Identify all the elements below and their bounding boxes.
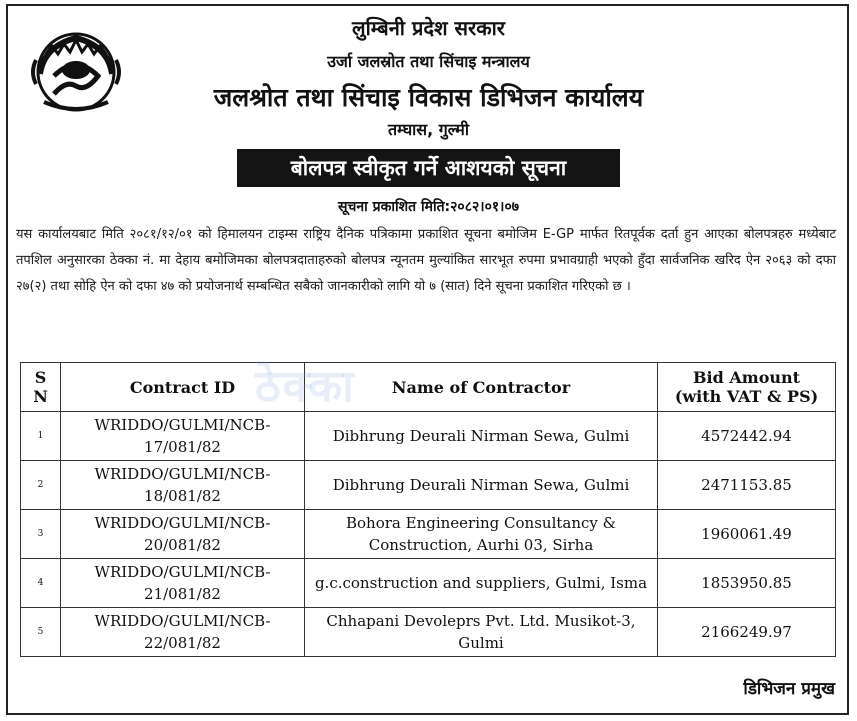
- government-name: लुम्बिनी प्रदेश सरकार: [352, 16, 505, 40]
- header-sn: S N: [21, 363, 61, 412]
- row-contract-id: WRIDDO/GULMI/NCB-21/081/82: [61, 559, 305, 608]
- header-bid-amount-line2: (with VAT & PS): [674, 387, 819, 406]
- signature-title: डिभिजन प्रमुख: [743, 679, 835, 699]
- notice-body: यस कार्यालयबाट मिति २०८१/१२/०१ को हिमालयन टाइम्स राष्ट्रिय दैनिक पत्रिकामा प्रकाशित सूचना बमोजिम E-GP मार्फत रितपूर्वक दर्ता हुन आएका बोलपत्रहरु मध्येबाट तपशिल अनुसारका ठेक्का नं. मा देहाय बमोजिमका बोलपत्रदाताहरुको बोलपत्र न्यूनतम मुल्यांकित सारभूत रुपमा प्रभावग्राही भएको हुँदा सार्वजनिक खरिद ऐन २०६३ को दफा २७(२) तथा सोहि ऐन को दफा ४७ को प्रयोजनार्थ सम्बन्धित सबैको जानकारीको लागि यो ७ (सात) दिने सूचना प्रकाशित गरिएको छ ।: [16, 227, 836, 294]
- table-row: [21, 608, 836, 657]
- office-name: जलश्रोत तथा सिंचाइ विकास डिभिजन कार्यालय: [213, 83, 644, 112]
- row-contract-id: WRIDDO/GULMI/NCB-17/081/82: [61, 412, 305, 461]
- row-contractor: g.c.construction and suppliers, Gulmi, Isma: [305, 559, 658, 608]
- table-row: [21, 510, 836, 559]
- row-sn: 1: [21, 412, 61, 461]
- header-contractor: Name of Contractor: [305, 363, 658, 412]
- publication-date: सूचना प्रकाशित मिति:२०८२।०१।०७: [337, 199, 520, 215]
- table-row: [21, 559, 836, 608]
- notice-title: बोलपत्र स्वीकृत गर्ने आशयको सूचना: [237, 149, 620, 187]
- row-sn: 5: [21, 608, 61, 657]
- row-sn: 2: [21, 461, 61, 510]
- row-contractor: Dibhrung Deurali Nirman Sewa, Gulmi: [305, 461, 658, 510]
- row-amount: 4572442.94: [658, 412, 836, 461]
- row-amount: 2471153.85: [658, 461, 836, 510]
- row-amount: 1853950.85: [658, 559, 836, 608]
- row-contractor: Bohora Engineering Consultancy & Construction, Aurhi 03, Sirha: [305, 510, 658, 559]
- row-contract-id: WRIDDO/GULMI/NCB-22/081/82: [61, 608, 305, 657]
- table-row: [21, 461, 836, 510]
- office-location: तम्घास, गुल्मी: [387, 120, 470, 139]
- header-bid-amount: [658, 363, 836, 412]
- row-amount: 1960061.49: [658, 510, 836, 559]
- row-sn: 4: [21, 559, 61, 608]
- row-contractor: Dibhrung Deurali Nirman Sewa, Gulmi: [305, 412, 658, 461]
- row-contract-id: WRIDDO/GULMI/NCB-18/081/82: [61, 461, 305, 510]
- row-sn: 3: [21, 510, 61, 559]
- row-contract-id: WRIDDO/GULMI/NCB-20/081/82: [61, 510, 305, 559]
- table-header-row: [21, 363, 836, 412]
- row-contractor: Chhapani Devoleprs Pvt. Ltd. Musikot-3, Gulmi: [305, 608, 658, 657]
- row-amount: 2166249.97: [658, 608, 836, 657]
- ministry-name: उर्जा जलस्रोत तथा सिंचाइ मन्त्रालय: [327, 52, 530, 71]
- header-contract-id: Contract ID: [61, 363, 305, 412]
- watermark: ठेक्का: [255, 361, 356, 412]
- table-row: [21, 412, 836, 461]
- contracts-table: [20, 362, 836, 657]
- header-bid-amount-line1: Bid Amount: [692, 368, 801, 387]
